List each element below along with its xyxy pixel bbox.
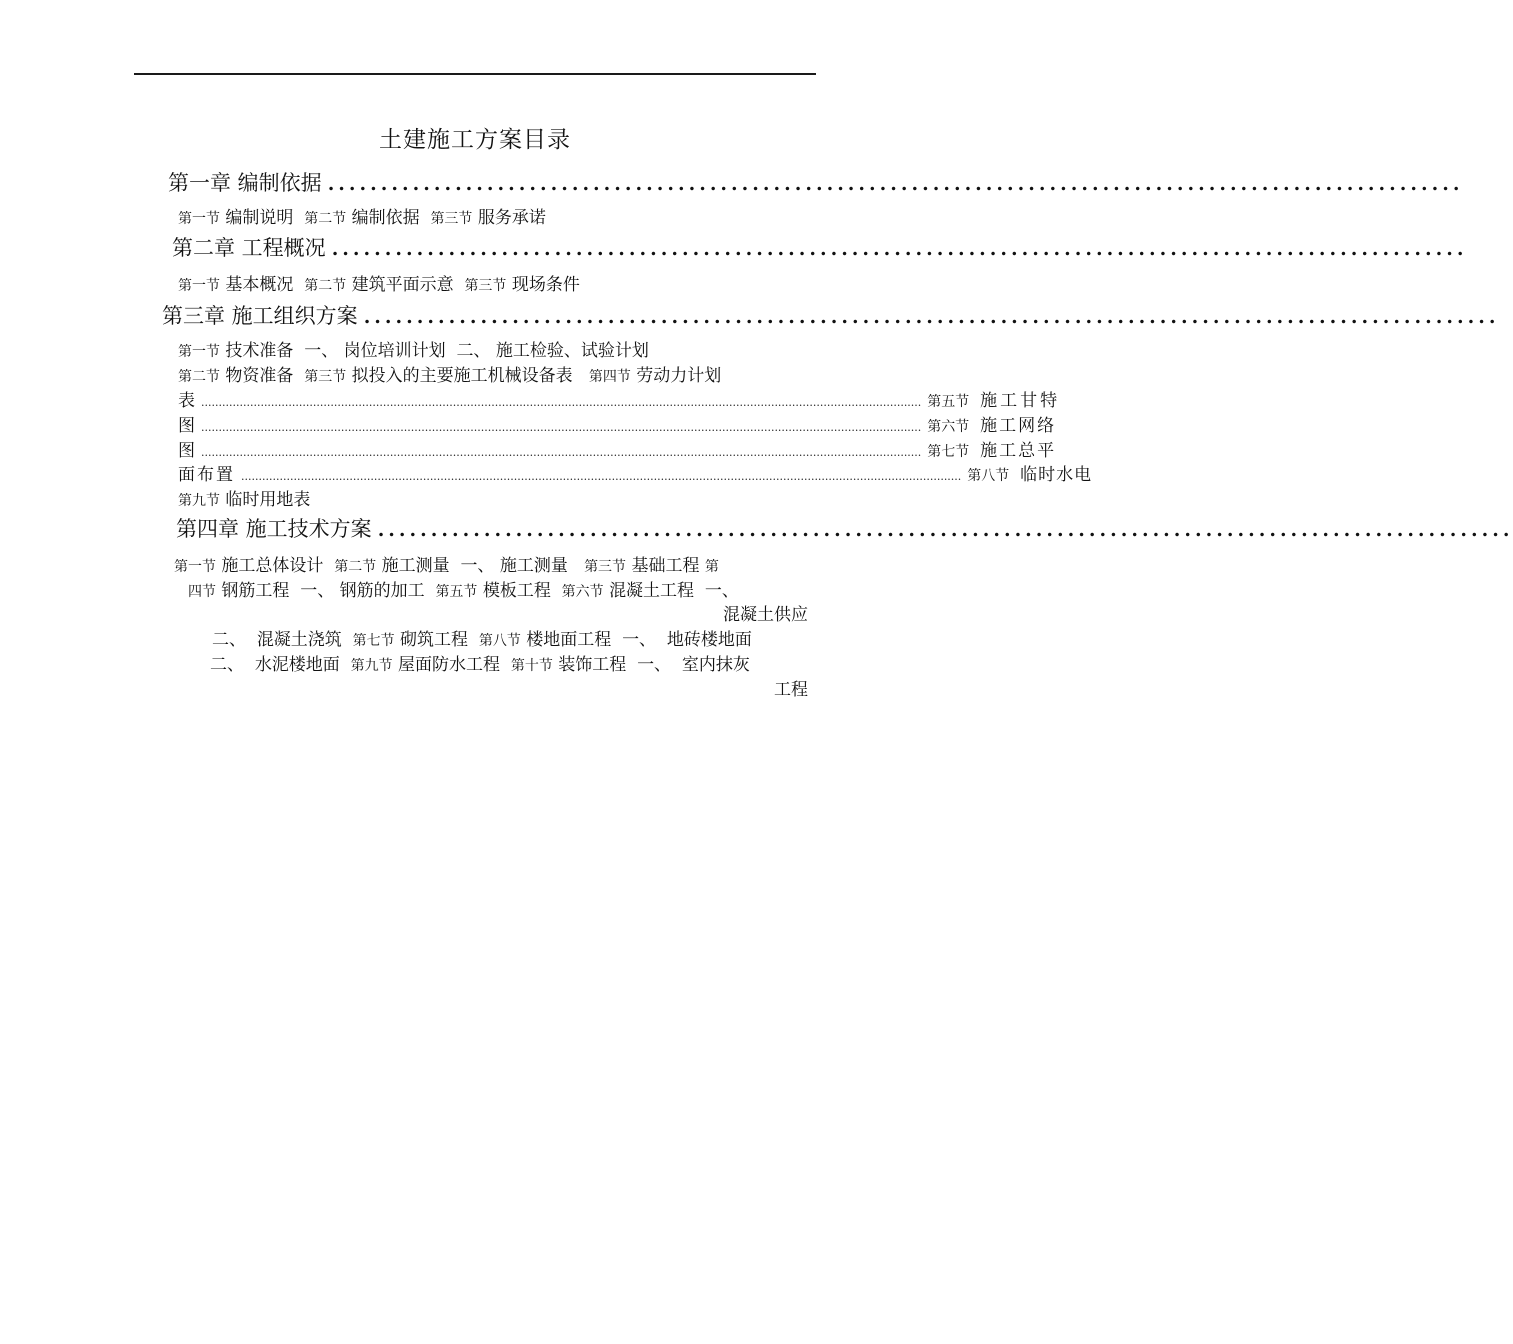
item-title[interactable]: 混凝土供应 bbox=[723, 605, 808, 625]
item-title[interactable]: 室内抹灰 bbox=[681, 655, 750, 675]
section-title[interactable]: 建筑平面示意 bbox=[351, 275, 454, 295]
section-title[interactable]: 屋面防水工程 bbox=[398, 655, 501, 675]
section-title[interactable]: 混凝土工程 bbox=[609, 581, 695, 601]
document-title: 土建施工方案目录 bbox=[379, 127, 571, 153]
section-label: 第六节 bbox=[561, 584, 604, 600]
section-label: 第五节 bbox=[435, 584, 478, 600]
chapter-3-line-5 bbox=[178, 439, 1057, 465]
section-label: 第二节 bbox=[304, 211, 347, 227]
dot-leader: .............................................................................................................................................................................................................. bbox=[201, 396, 922, 409]
chapter-4-line-2 bbox=[188, 579, 739, 604]
section-title[interactable]: 装饰工程 bbox=[558, 655, 627, 675]
item-title[interactable]: 工程 bbox=[774, 680, 808, 700]
section-label: 第一节 bbox=[178, 211, 220, 227]
line-start-text: 图 bbox=[178, 416, 195, 436]
item-title[interactable]: 钢筋的加工 bbox=[339, 581, 425, 601]
item-title[interactable]: 水泥楼地面 bbox=[254, 655, 340, 675]
chapter-4-line-6 bbox=[650, 678, 808, 702]
section-label: 第八节 bbox=[478, 633, 521, 649]
section-label: 第二节 bbox=[178, 369, 220, 385]
section-title[interactable]: 基础工程 bbox=[631, 556, 700, 576]
section-label: 第五节 bbox=[927, 394, 970, 410]
section-title[interactable]: 施工网络 bbox=[980, 416, 1057, 436]
section-label: 第一节 bbox=[178, 278, 220, 294]
item-title[interactable]: 施工测量 bbox=[499, 556, 568, 576]
section-label-partial: 四节 bbox=[188, 584, 216, 600]
chapter-3-line-2 bbox=[178, 364, 721, 389]
line-start-text: 图 bbox=[178, 441, 195, 461]
item-title[interactable]: 混凝土浇筑 bbox=[256, 630, 342, 650]
section-label: 第十节 bbox=[510, 658, 553, 674]
item-number: 一、 bbox=[704, 581, 739, 601]
section-label: 第二节 bbox=[334, 559, 377, 575]
chapter-4-label: 第四章 施工技术方案 bbox=[176, 517, 372, 541]
chapter-4-leader: ........................................................................................................... bbox=[377, 519, 1513, 541]
section-title[interactable]: 服务承诺 bbox=[477, 208, 546, 228]
chapter-4-line-5 bbox=[210, 653, 750, 678]
chapter-2-heading[interactable] bbox=[172, 233, 1468, 264]
section-title[interactable]: 临时水电 bbox=[1020, 465, 1093, 485]
chapter-1-heading[interactable] bbox=[168, 168, 1464, 199]
section-title[interactable]: 技术准备 bbox=[225, 341, 294, 361]
chapter-4-line-1 bbox=[174, 554, 719, 579]
section-title[interactable]: 基本概况 bbox=[225, 275, 294, 295]
section-label: 第九节 bbox=[178, 493, 220, 509]
section-title[interactable]: 现场条件 bbox=[511, 275, 580, 295]
section-label: 第七节 bbox=[352, 633, 395, 649]
section-label: 第三节 bbox=[584, 559, 627, 575]
item-number: 二、 bbox=[456, 341, 491, 361]
item-number: 二、 bbox=[212, 630, 246, 650]
section-label: 第三节 bbox=[304, 369, 347, 385]
item-number: 一、 bbox=[300, 581, 335, 601]
section-label: 第六节 bbox=[927, 419, 970, 435]
section-label-partial: 第 bbox=[704, 559, 719, 575]
section-title[interactable]: 钢筋工程 bbox=[221, 581, 290, 601]
dot-leader: .............................................................................................................................................................................................................. bbox=[241, 470, 962, 483]
chapter-2-leader: ........................................................................................................... bbox=[331, 238, 1468, 260]
section-title[interactable]: 施工总平 bbox=[980, 441, 1057, 461]
section-title[interactable]: 编制说明 bbox=[225, 208, 294, 228]
section-label: 第九节 bbox=[350, 658, 393, 674]
section-label: 第四节 bbox=[588, 369, 631, 385]
item-number: 一、 bbox=[304, 341, 339, 361]
section-title[interactable]: 拟投入的主要施工机械设备表 bbox=[351, 366, 573, 386]
chapter-1-leader: ........................................................................................................... bbox=[327, 173, 1464, 195]
item-number: 一、 bbox=[460, 556, 495, 576]
chapter-1-sections bbox=[178, 206, 546, 231]
chapter-3-line-4 bbox=[178, 414, 1057, 440]
section-title[interactable]: 临时用地表 bbox=[225, 490, 311, 510]
item-number: 一、 bbox=[622, 630, 657, 650]
section-label: 第七节 bbox=[927, 444, 970, 460]
item-title[interactable]: 施工检验、试验计划 bbox=[495, 341, 649, 361]
chapter-4-line-4 bbox=[212, 628, 752, 653]
section-label: 第二节 bbox=[304, 278, 347, 294]
chapter-4-heading[interactable] bbox=[176, 514, 1513, 545]
section-label: 第一节 bbox=[178, 344, 220, 360]
line-start-text: 表 bbox=[178, 391, 195, 411]
dot-leader: .............................................................................................................................................................................................................. bbox=[201, 421, 922, 434]
line-start-text: 面布置 bbox=[178, 465, 235, 485]
section-title[interactable]: 楼地面工程 bbox=[526, 630, 612, 650]
section-title[interactable]: 施工总体设计 bbox=[221, 556, 324, 576]
chapter-1-label: 第一章 编制依据 bbox=[168, 171, 322, 195]
dot-leader: .............................................................................................................................................................................................................. bbox=[201, 446, 922, 459]
item-number: 二、 bbox=[210, 655, 244, 675]
chapter-3-line-6 bbox=[178, 463, 1093, 489]
section-label: 第三节 bbox=[464, 278, 507, 294]
chapter-3-line-1 bbox=[178, 339, 649, 364]
section-title[interactable]: 物资准备 bbox=[225, 366, 294, 386]
section-title[interactable]: 模板工程 bbox=[482, 581, 551, 601]
section-label: 第三节 bbox=[430, 211, 473, 227]
header-rule bbox=[134, 73, 816, 75]
chapter-3-label: 第三章 施工组织方案 bbox=[162, 304, 358, 328]
section-title[interactable]: 编制依据 bbox=[351, 208, 420, 228]
chapter-4-line-3 bbox=[600, 603, 808, 627]
section-title[interactable]: 施工测量 bbox=[381, 556, 450, 576]
item-number: 一、 bbox=[637, 655, 672, 675]
section-label: 第一节 bbox=[174, 559, 216, 575]
chapter-2-label: 第二章 工程概况 bbox=[172, 236, 326, 260]
item-title[interactable]: 地砖楼地面 bbox=[666, 630, 752, 650]
item-title[interactable]: 岗位培训计划 bbox=[343, 341, 446, 361]
section-title[interactable]: 劳动力计划 bbox=[636, 366, 722, 386]
chapter-2-sections bbox=[178, 273, 580, 298]
chapter-3-line-3 bbox=[178, 389, 1061, 415]
section-label: 第八节 bbox=[967, 468, 1010, 484]
chapter-3-leader: ........................................................................................................... bbox=[363, 306, 1500, 328]
section-title[interactable]: 施工甘特 bbox=[980, 391, 1061, 411]
chapter-3-heading[interactable] bbox=[162, 301, 1500, 332]
section-title[interactable]: 砌筑工程 bbox=[400, 630, 469, 650]
chapter-3-line-7 bbox=[178, 488, 310, 513]
